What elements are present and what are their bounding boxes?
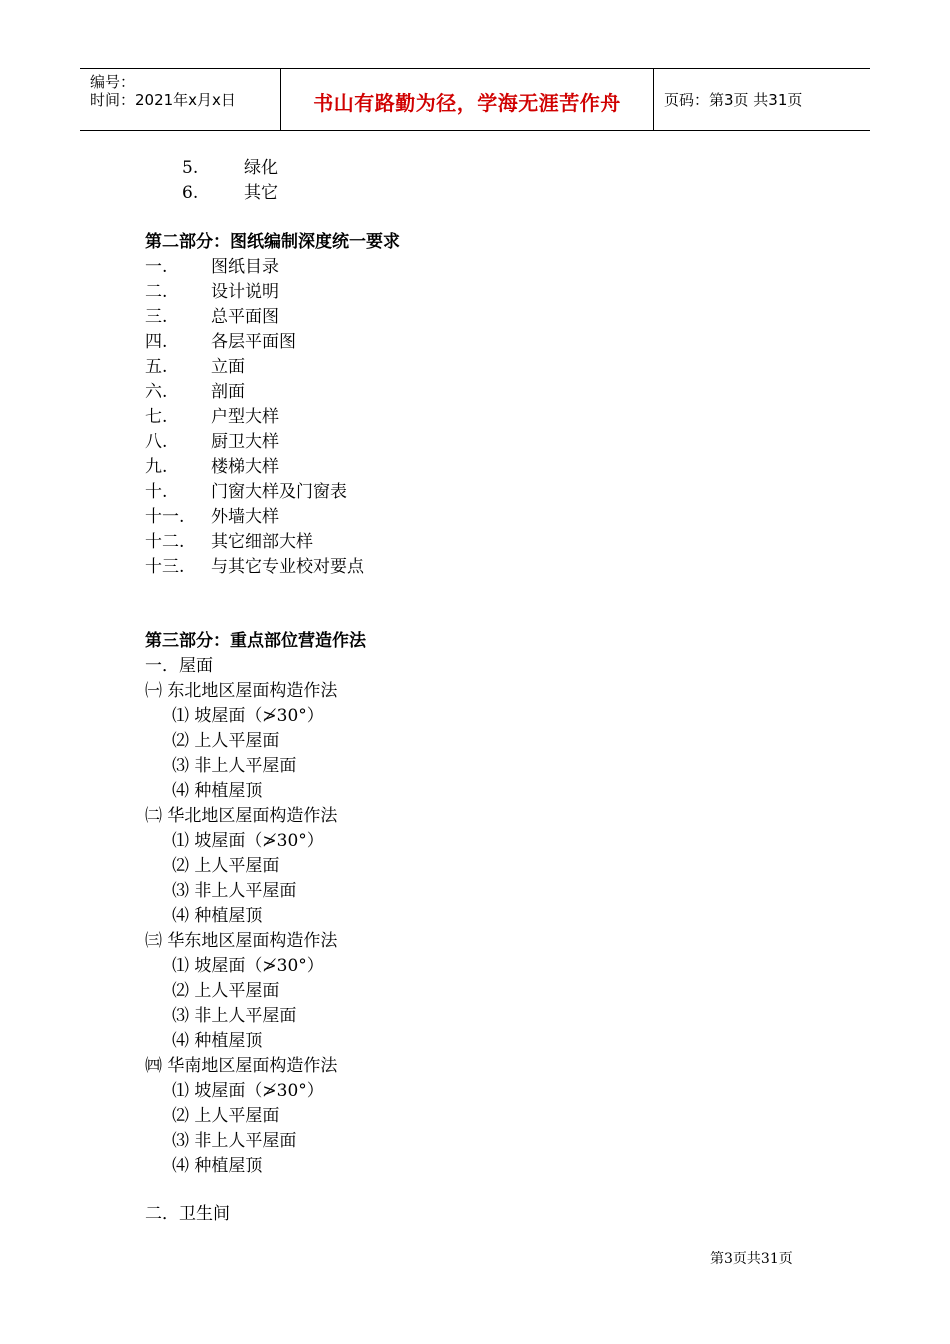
section-title: 第三部分：重点部位营造作法: [145, 631, 366, 651]
page-header: [80, 68, 870, 131]
list-item: 十二. 其它细部大样: [145, 532, 313, 552]
list-item: ⑴ 坡屋面（≯30°）: [172, 1081, 324, 1101]
region-heading: ㈠ 东北地区屋面构造作法: [145, 681, 338, 701]
list-item: 七. 户型大样: [145, 407, 279, 427]
subsection-heading: 二．卫生间: [145, 1204, 230, 1224]
list-item: 九. 楼梯大样: [145, 457, 279, 477]
list-item: 6. 其它: [182, 183, 278, 203]
list-item: ⑵ 上人平屋面: [172, 856, 280, 876]
region-heading: ㈣ 华南地区屋面构造作法: [145, 1056, 338, 1076]
list-item: 四. 各层平面图: [145, 332, 296, 352]
list-item: ⑵ 上人平屋面: [172, 1106, 280, 1126]
number-label: 编号：: [90, 73, 136, 91]
list-item: ⑶ 非上人平屋面: [172, 756, 297, 776]
list-item: ⑵ 上人平屋面: [172, 981, 280, 1001]
page-info: 页码：第3页 共31页: [664, 91, 803, 109]
list-item: ⑷ 种植屋顶: [172, 906, 263, 926]
header-meta-cell: [80, 69, 281, 130]
list-item: ⑶ 非上人平屋面: [172, 1131, 297, 1151]
header-page-cell: [654, 69, 870, 130]
list-item: 十三. 与其它专业校对要点: [145, 557, 364, 577]
list-item: 一. 图纸目录: [145, 257, 279, 277]
list-item: ⑷ 种植屋顶: [172, 781, 263, 801]
list-item: ⑷ 种植屋顶: [172, 1031, 263, 1051]
list-item: 六. 剖面: [145, 382, 245, 402]
list-item: ⑴ 坡屋面（≯30°）: [172, 706, 324, 726]
subsection-heading: 一．屋面: [145, 656, 213, 676]
list-item: 二. 设计说明: [145, 282, 279, 302]
header-motto-cell: [281, 69, 654, 130]
list-item: 三. 总平面图: [145, 307, 279, 327]
list-item: 十一. 外墙大样: [145, 507, 279, 527]
region-heading: ㈡ 华北地区屋面构造作法: [145, 806, 338, 826]
section-title: 第二部分：图纸编制深度统一要求: [145, 232, 400, 252]
list-item: ⑴ 坡屋面（≯30°）: [172, 831, 324, 851]
list-item: 八. 厨卫大样: [145, 432, 279, 452]
page-footer: 第3页共31页: [710, 1251, 793, 1267]
list-item: ⑶ 非上人平屋面: [172, 1006, 297, 1026]
region-heading: ㈢ 华东地区屋面构造作法: [145, 931, 338, 951]
motto: 书山有路勤为径，学海无涯苦作舟: [313, 91, 621, 115]
list-item: ⑷ 种植屋顶: [172, 1156, 263, 1176]
list-item: ⑴ 坡屋面（≯30°）: [172, 956, 324, 976]
list-item: ⑵ 上人平屋面: [172, 731, 280, 751]
list-item: 十. 门窗大样及门窗表: [145, 482, 347, 502]
list-item: 5. 绿化: [182, 158, 278, 178]
list-item: ⑶ 非上人平屋面: [172, 881, 297, 901]
list-item: 五. 立面: [145, 357, 245, 377]
time-label: 时间：2021年x月x日: [90, 91, 236, 109]
